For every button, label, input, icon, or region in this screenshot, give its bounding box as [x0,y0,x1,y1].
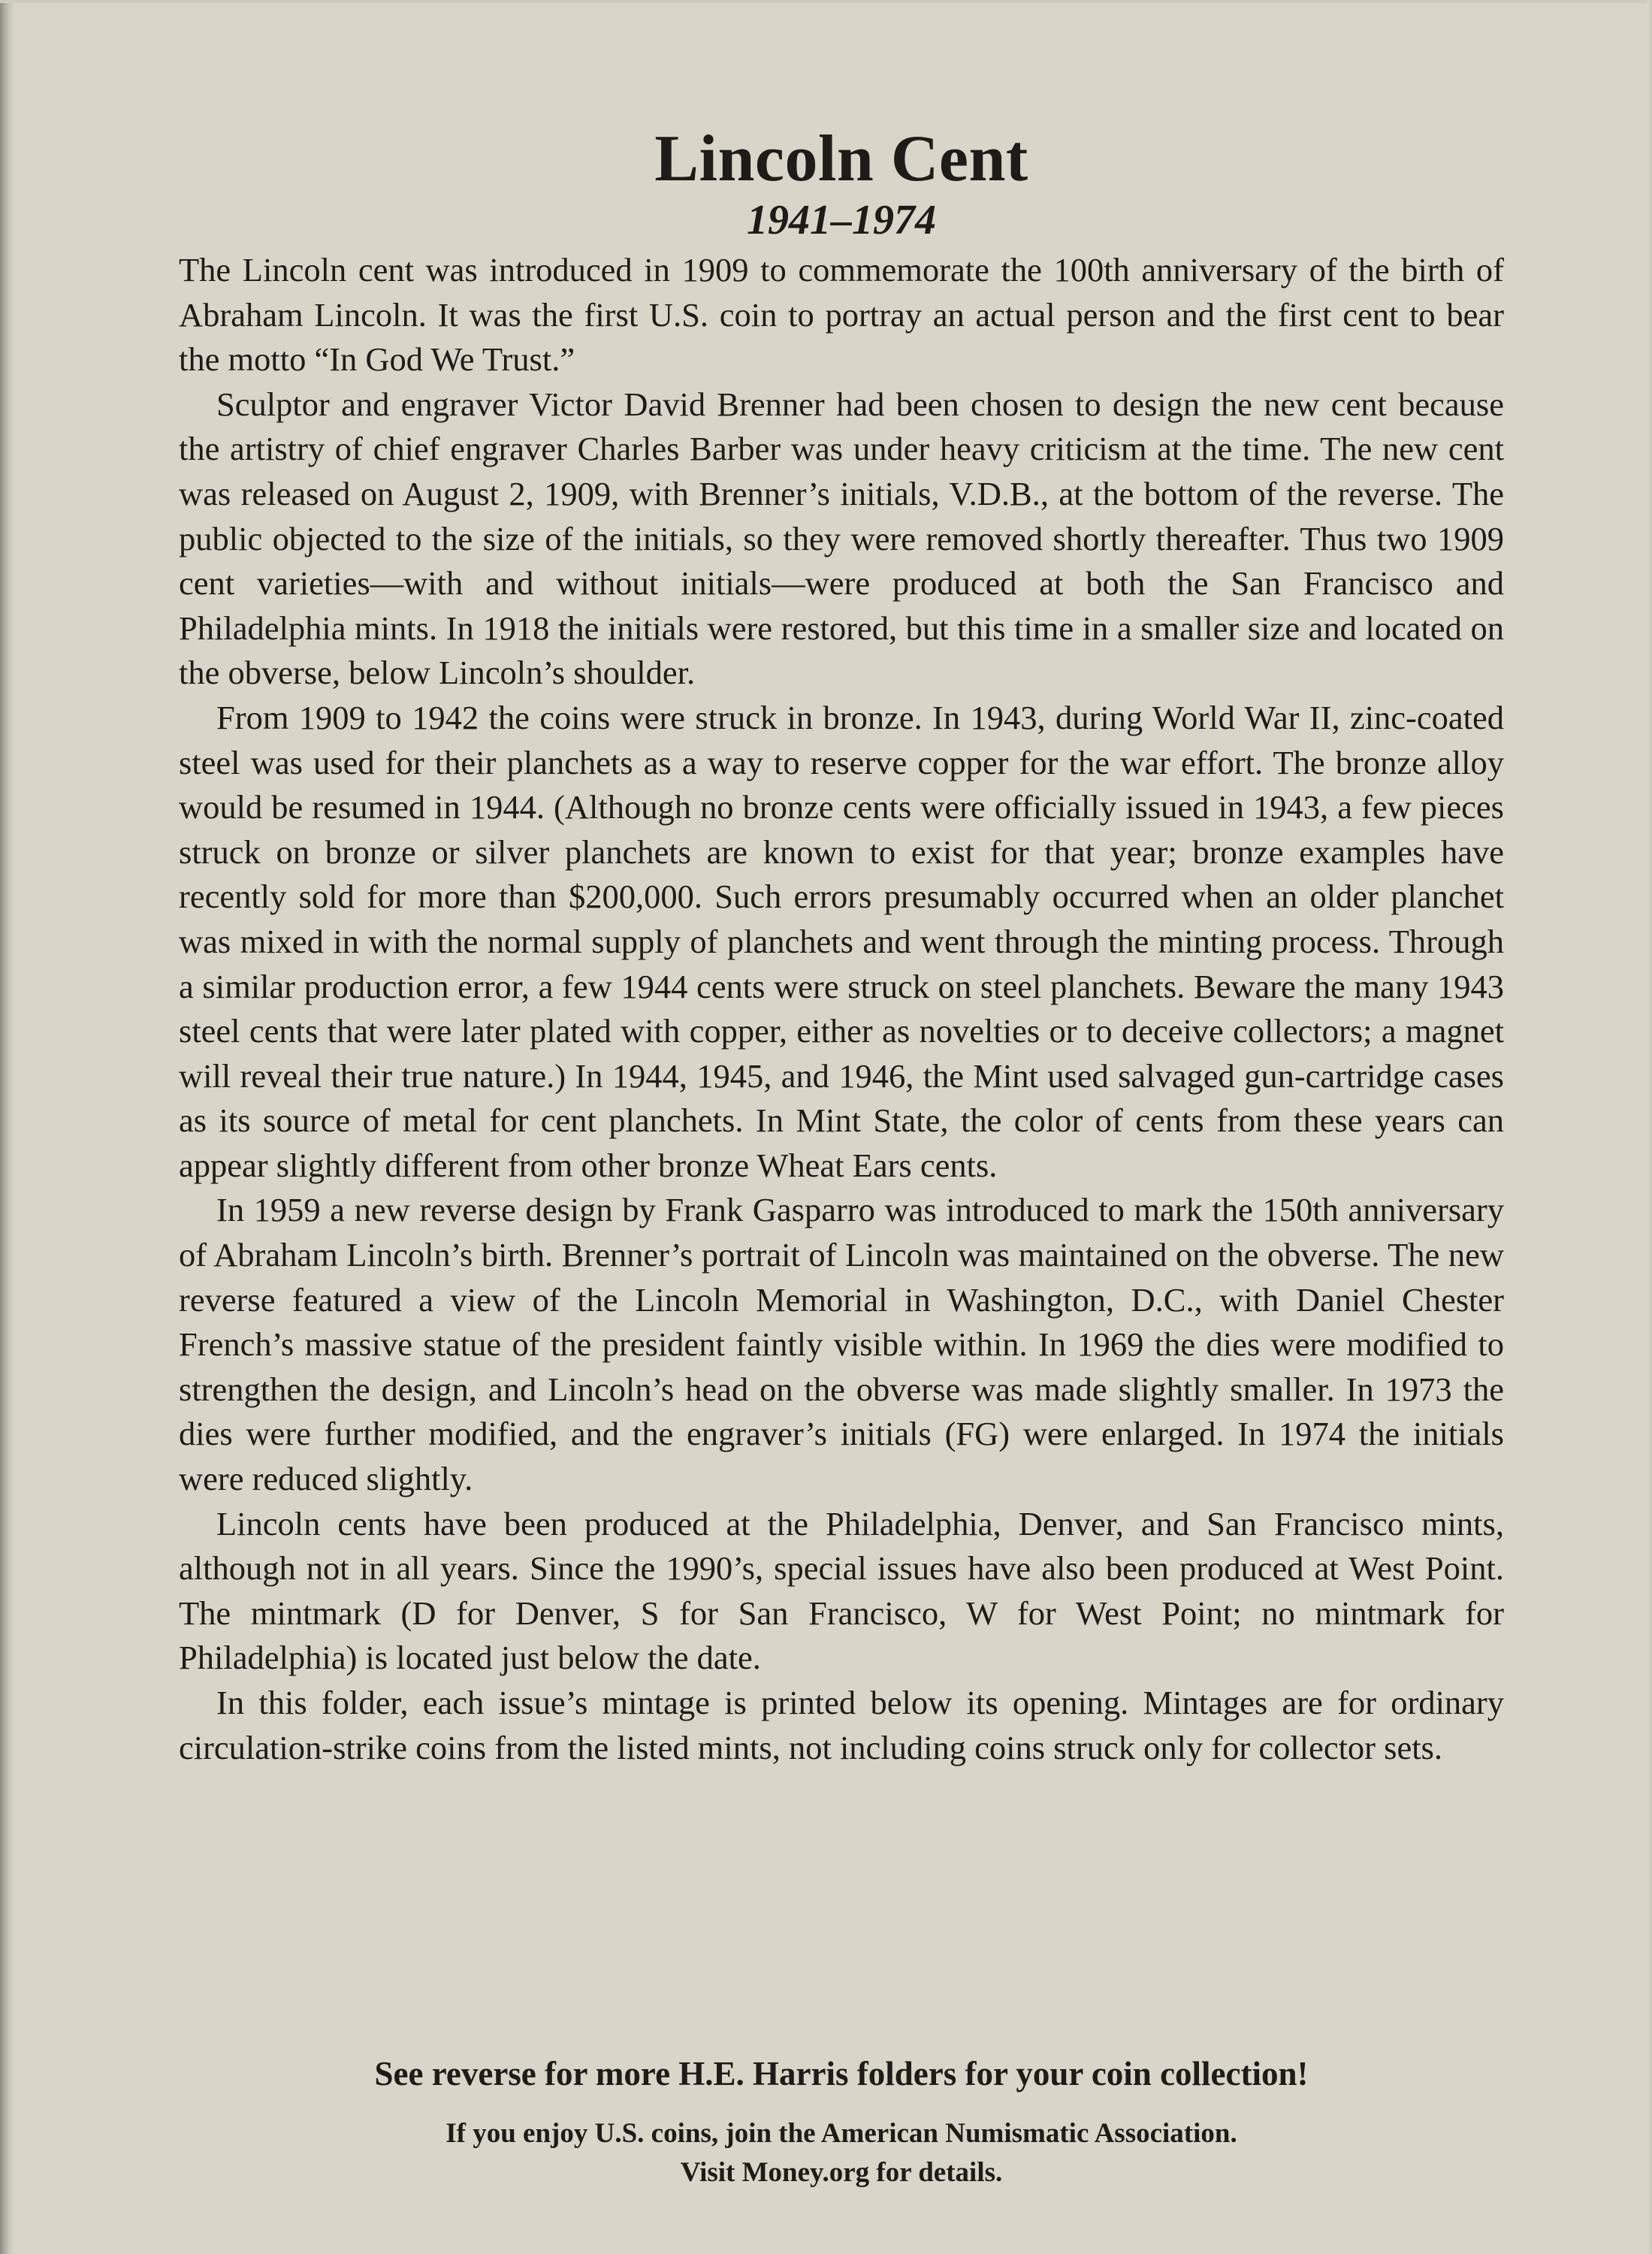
paragraph-mints: Lincoln cents have been produced at the Philadelphia, Denver, and San Francisco mints, although not in all years. Since the 1990’s, special issues have also been produced at West Point. The mintmark (D for Denver, S for San Francisco, W for West Point; no mintmark for Philadelphia) is located just below the date. [179,1504,1504,1677]
page-right-edge [1647,0,1652,2254]
footer-note-ana: If you enjoy U.S. coins, join the American Numismatic Association. [445,2118,1237,2149]
page-footer [179,2050,1504,2192]
page-top-edge [0,0,1652,3]
paragraph-mintages: In this folder, each issue’s mintage is printed below its opening. Mintages are for ordinary circulation-strike coins from the listed mints, not including coins struck only for collector sets. [179,1684,1504,1766]
page-title: Lincoln Cent [654,122,1028,195]
page-subtitle: 1941–1974 [747,197,936,243]
paragraph-memorial-reverse: In 1959 a new reverse design by Frank Gasparro was introduced to mark the 150th anniversary of Abraham Lincoln’s birth. Brenner’s portrait of Lincoln was maintained on the obverse. The new reverse featured a view of the Lincoln Memorial in Washington, D.C., with Daniel Chester French’s massive statue of the president faintly visible within. In 1969 the dies were modified to strengthen the design, and Lincoln’s head on the obverse was made slightly smaller. In 1973 the dies were further modified, and the engraver’s initials (FG) were enlarged. In 1974 the initials were reduced slightly. [179,1191,1504,1498]
article-body [179,248,1504,1770]
paragraph-introduction: The Lincoln cent was introduced in 1909 to commemorate the 100th anniversary of the birth of Abraham Lincoln. It was the first U.S. coin to portray an actual person and the first cent to bear the motto “In God We Trust.” [179,251,1504,379]
footer-note-website: Visit Money.org for details. [680,2157,1003,2188]
paragraph-brenner: Sculptor and engraver Victor David Brenner had been chosen to design the new cent because the artistry of chief engraver Charles Barber was under heavy criticism at the time. The new cent was released on August 2, 1909, with Brenner’s initials, V.D.B., at the bottom of the reverse. The public objected to the size of the initials, so they were removed shortly thereafter. Thus two 1909 cent varieties—with and without initials—were produced at both the San Francisco and Philadelphia mints. In 1918 the initials were restored, but this time in a smaller size and located on the obverse, below Lincoln’s shoulder. [179,385,1504,692]
article [179,122,1504,1770]
paragraph-metal-composition: From 1909 to 1942 the coins were struck in bronze. In 1943, during World War II, zinc-coated steel was used for their planchets as a way to reserve copper for the war effort. The bronze alloy would be resumed in 1944. (Although no bronze cents were officially issued in 1943, a few pieces struck on bronze or silver planchets are known to exist for that year; bronze examples have recently sold for more than $200,000. Such errors presumably occurred when an older planchet was mixed in with the normal supply of planchets and went through the minting process. Through a similar production error, a few 1944 cents were struck on steel planchets. Beware the many 1943 steel cents that were later plated with copper, either as novelties or to deceive collectors; a magnet will reveal their true nature.) In 1944, 1945, and 1946, the Mint used salvaged gun-cartridge cases as its source of metal for cent planchets. In Mint State, the color of cents from these years can appear slightly different from other bronze Wheat Ears cents. [179,698,1504,1184]
page-left-edge [0,0,15,2254]
footer-headline: See reverse for more H.E. Harris folders for your coin collection! [374,2055,1309,2092]
